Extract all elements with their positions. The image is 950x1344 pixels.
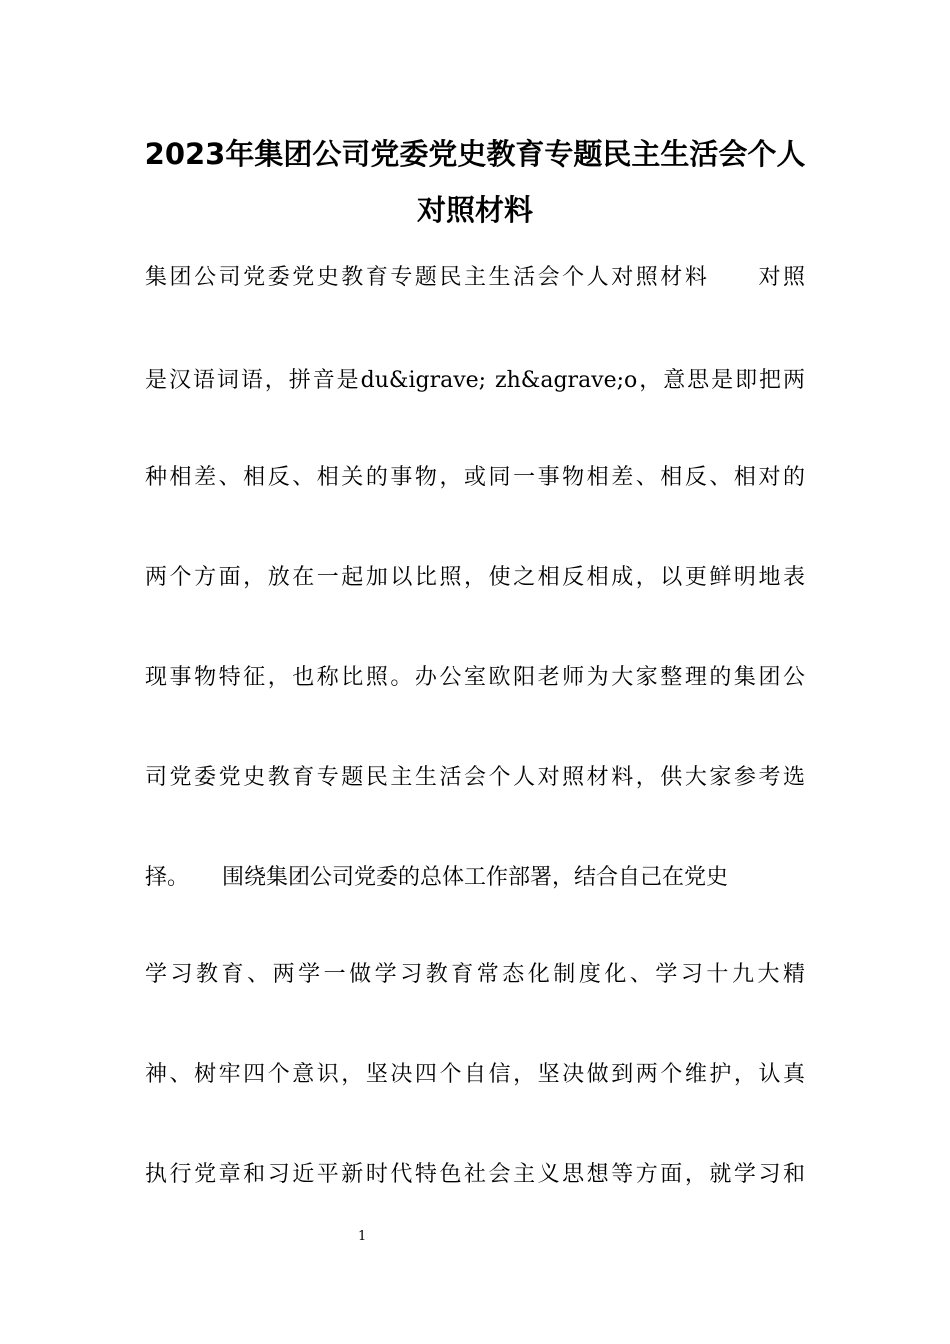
body-line: 司党委党史教育专题民主生活会个人对照材料，供大家参考选 [145, 765, 805, 790]
body-line: 神、树牢四个意识，坚决四个自信，坚决做到两个维护，认真 [145, 1062, 805, 1087]
body-line: 择。 围绕集团公司党委的总体工作部署，结合自己在党史 [145, 865, 729, 890]
body-line: 学习教育、两学一做学习教育常态化制度化、学习十九大精 [145, 962, 805, 987]
body-line: 现事物特征，也称比照。办公室欧阳老师为大家整理的集团公 [145, 665, 805, 690]
body-line: 是汉语词语，拼音是du&igrave; zh&agrave;o，意思是即把两 [145, 368, 805, 393]
document-title-line-2: 对照材料 [416, 193, 533, 227]
body-line: 执行党章和习近平新时代特色社会主义思想等方面，就学习和 [145, 1162, 805, 1187]
document-title-line-1: 2023年集团公司党委党史教育专题民主生活会个人 [144, 137, 806, 171]
body-line: 种相差、相反、相关的事物，或同一事物相差、相反、相对的 [145, 465, 805, 490]
body-line: 集团公司党委党史教育专题民主生活会个人对照材料 对照 [145, 265, 805, 290]
body-line: 两个方面，放在一起加以比照，使之相反相成，以更鲜明地表 [145, 565, 805, 590]
page-number: 1 [358, 1229, 367, 1244]
